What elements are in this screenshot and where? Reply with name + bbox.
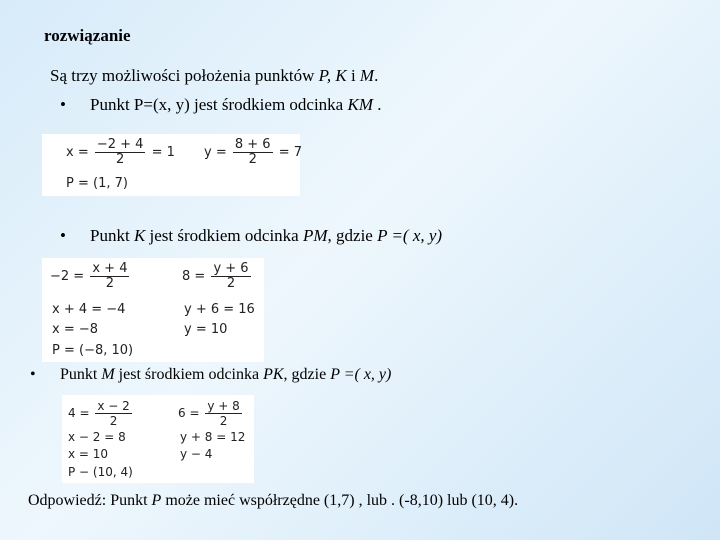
equation-panel-1 — [42, 134, 300, 196]
eq2-l1-denominator: 2 — [105, 276, 115, 291]
case-2-point-p: P — [377, 226, 388, 245]
eq2-r1-denominator: 2 — [226, 276, 236, 291]
eq2-left-line-3: x = −8 — [52, 322, 99, 337]
eq3-right-line-1 — [178, 399, 244, 428]
case-1-end: . — [372, 95, 382, 114]
case-1-line — [60, 95, 381, 115]
case-3-segment: PK — [263, 366, 284, 383]
intro-lead: Są trzy możliwości położenia punktów — [50, 66, 319, 85]
eq1-result: P = (1, 7) — [66, 176, 128, 191]
case-2-point-k: K — [133, 226, 146, 245]
bullet-2: • — [60, 226, 66, 245]
eq1-y-numerator: 8 + 6 — [234, 137, 271, 152]
eq1-x-numerator: −2 + 4 — [96, 137, 144, 152]
eq1-x-rhs: = 1 — [151, 145, 175, 160]
eq2-right-line-3: y = 10 — [184, 322, 228, 337]
eq3-l1-numerator: x − 2 — [97, 399, 130, 413]
case-3-text-1: Punkt — [60, 366, 102, 383]
eq3-r1-numerator: y + 8 — [207, 399, 240, 413]
answer-text — [28, 492, 518, 510]
intro-point-p: P, — [318, 66, 332, 85]
intro-text — [50, 66, 378, 86]
eq1-x-denominator: 2 — [116, 152, 125, 167]
case-3-point-m: M — [101, 366, 115, 383]
eq1-x-fraction — [95, 138, 146, 167]
eq2-right-line-2: y + 6 = 16 — [184, 302, 255, 317]
case-3-text-3: , gdzie — [283, 366, 331, 383]
intro-end: . — [374, 66, 379, 85]
eq1-y-lhs: y = — [204, 145, 227, 160]
case-3-line — [30, 366, 391, 384]
eq3-right-line-3: y − 4 — [180, 447, 213, 461]
eq3-r1-fraction — [205, 399, 241, 428]
intro-point-k: K — [335, 66, 347, 85]
case-2-line — [60, 226, 442, 246]
eq1-y-denominator: 2 — [248, 152, 257, 167]
eq2-left-line-2: x + 4 = −4 — [52, 302, 126, 317]
equation-panel-2 — [42, 258, 264, 362]
case-2-text-2: jest środkiem odcinka — [145, 226, 303, 245]
eq3-l1-fraction — [95, 399, 131, 428]
case-2-text-3: , gdzie — [327, 226, 378, 245]
eq3-r1-lhs: 6 = — [178, 406, 200, 420]
eq2-l1-lhs: −2 = — [50, 269, 85, 284]
page-title: rozwiązanie — [44, 26, 131, 45]
intro-point-m: M — [359, 66, 375, 85]
case-2-segment: PM — [302, 226, 328, 245]
eq3-left-line-2: x − 2 = 8 — [68, 430, 126, 444]
eq1-x-lhs: x = — [66, 145, 89, 160]
bullet-3: • — [30, 366, 36, 383]
eq2-l1-fraction — [90, 262, 129, 291]
case-3-coords: =( x, y) — [339, 366, 392, 383]
eq3-l1-lhs: 4 = — [68, 406, 90, 420]
case-3-text-2: jest środkiem odcinka — [114, 366, 264, 383]
eq2-r1-fraction — [211, 262, 250, 291]
eq1-x-equation — [66, 138, 175, 167]
eq2-right-line-1 — [182, 262, 253, 291]
eq1-y-rhs: = 7 — [278, 145, 302, 160]
answer-lead: Odpowiedź: Punkt — [28, 492, 152, 509]
eq3-right-line-2: y + 8 = 12 — [180, 430, 246, 444]
eq1-y-equation — [204, 138, 302, 167]
eq3-left-line-3: x = 10 — [68, 447, 109, 461]
eq2-r1-lhs: 8 = — [182, 269, 206, 284]
eq1-y-fraction — [233, 138, 273, 167]
case-2-coords: =( x, y) — [387, 226, 443, 245]
eq2-result: P = (−8, 10) — [52, 343, 134, 358]
case-1-text: Punkt P=(x, y) jest środkiem odcinka — [90, 95, 348, 114]
eq3-l1-denominator: 2 — [109, 414, 118, 428]
eq2-l1-numerator: x + 4 — [92, 261, 128, 276]
equation-panel-3 — [62, 395, 254, 483]
case-2-text-1: Punkt — [90, 226, 134, 245]
bullet-1: • — [60, 95, 66, 114]
eq3-r1-denominator: 2 — [219, 414, 228, 428]
intro-and: i — [346, 66, 360, 85]
eq2-left-line-1 — [50, 262, 131, 291]
answer-rest: może mieć współrzędne (1,7) , lub . (-8,10) lub (10, 4). — [161, 492, 519, 509]
eq3-result: P − (10, 4) — [68, 465, 133, 479]
case-1-segment: KM — [347, 95, 373, 114]
case-3-point-p: P — [330, 366, 340, 383]
eq2-r1-numerator: y + 6 — [213, 261, 249, 276]
eq3-left-line-1 — [68, 399, 134, 428]
answer-point-p: P — [151, 492, 162, 509]
